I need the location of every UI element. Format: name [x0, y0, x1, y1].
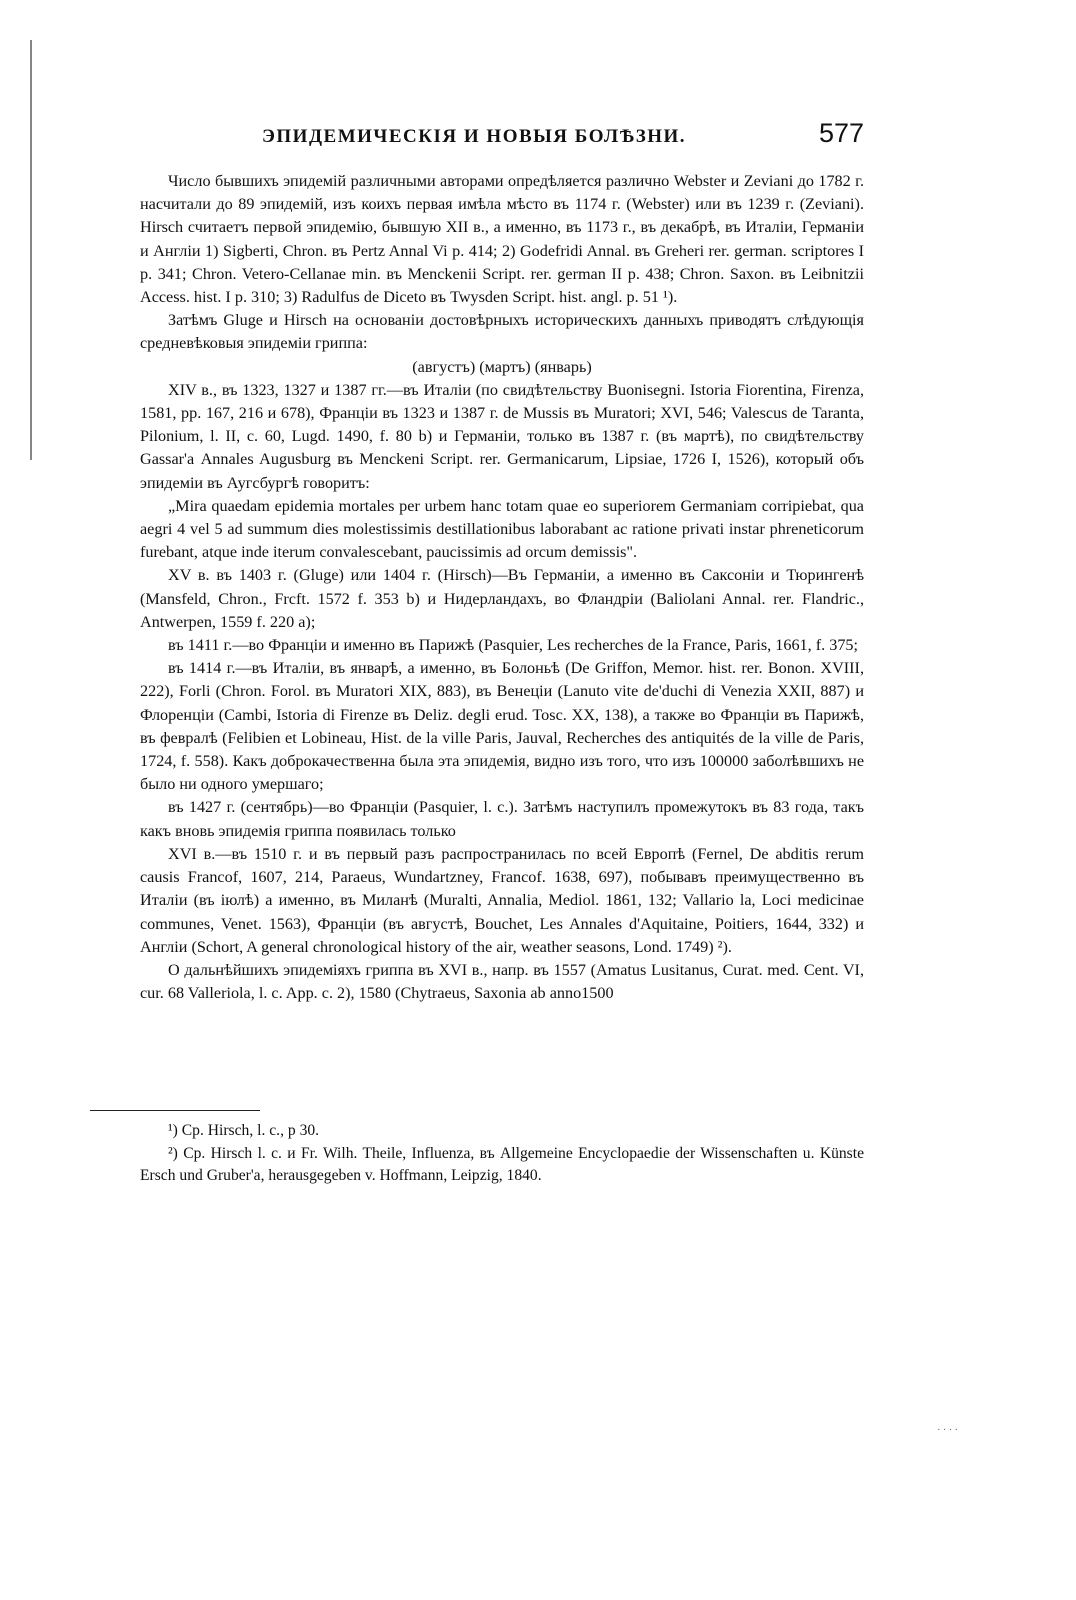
- paragraph-gluge-hirsch: Затѣмъ Gluge и Hirsch на основаніи достовѣрныхъ историческихъ данныхъ приводятъ слѣдующія средневѣковыя эпидеміи гриппа:: [140, 311, 864, 353]
- paragraph-1427: въ 1427 г. (сентябрь)—во Франціи (Pasquier, l. c.). Затѣмъ наступилъ промежутокъ въ 83 года, такъ какъ вновь эпидемія гриппа появилась только: [140, 798, 864, 840]
- footnote-1: ¹) Cp. Hirsch, l. c., p 30.: [168, 1122, 320, 1139]
- paragraph-1411: въ 1411 г.—во Франціи и именно въ Парижѣ (Pasquier, Les recherches de la France, Paris, 1661, f. 375;: [168, 636, 859, 655]
- footnote-divider: [90, 1110, 260, 1111]
- paragraph-later-epidemics: О дальнѣйшихъ эпидеміяхъ гриппа въ XVI в., напр. въ 1557 (Amatus Lusitanus, Curat. med. Cent. VI, cur. 68 Valleriola, l. c. App. c. 2), 1580 (Chytraeus, Saxonia ab anno1500: [140, 960, 864, 1003]
- running-title: ЭПИДЕМИЧЕСКІЯ И НОВЫЯ БОЛѢЗНИ.: [262, 126, 687, 147]
- paragraph-xv-century: XV в. въ 1403 г. (Gluge) или 1404 г. (Hirsch)—Въ Германіи, а именно въ Саксоніи и Тюрингенѣ (Mansfeld, Chron., Frcft. 1572 f. 353 b) и Нидерландахъ, во Фландріи (Baliolani Annal. rer. Flandric., Antwerpen, 1559 f. 220 a);: [140, 566, 864, 631]
- paragraph-xiv-century: XIV в., въ 1323, 1327 и 1387 гг.—въ Италіи (по свидѣтельству Buonisegni. Istoria Fiorentina, Firenza, 1581, pp. 167, 216 и 678), Франціи въ 1323 и 1387 г. de Mussis въ Muratori; XVI, 546; Valescus de Taranta, Pilonium, l. II, c. 60, Lugd. 1490, f. 80 b) и Германіи, только въ 1387 г. (въ мартѣ), по свидѣтельству Gassar'а Annales Augusburg въ Menckeni Script. rer. Germanicarum, Lipsiae, 1726 I, 1526), который объ эпидеміи въ Аугсбургѣ говоритъ:: [140, 380, 864, 492]
- paragraph-1414: въ 1414 г.—въ Италіи, въ январѣ, а именно, въ Болоньѣ (De Griffon, Memor. hist. rer. Bonon. XVIII, 222), Forli (Chron. Forol. въ Muratori XIX, 883), въ Венеціи (Lanuto vite de'duchi di Venezia XXII, 887) и Флоренціи (Cambi, Istoria di Firenze въ Deliz. degli erud. Tosc. XX, 138), а также во Франціи въ Парижѣ, въ февралѣ (Felibien et Lobineau, Hist. de la ville Paris, Jauval, Recherches des antiquités de la ville de Paris, 1724, f. 558). Какъ доброкачественна была эта эпидемія, видно изъ того, что изъ 100000 заболѣвшихъ не было ни одного умершаго;: [140, 659, 864, 794]
- paragraph-epidemic-count: Число бывшихъ эпидемій различными авторами опредѣляется различно Webster и Zeviani до 1782 г. насчитали до 89 эпидемій, изъ коихъ первая имѣла мѣсто въ 1174 г. (Webster) или въ 1239 г. (Zeviani). Hirsch считаетъ первой эпидемію, бывшую XII в., а именно, въ 1173 г., въ декабрѣ, въ Италіи, Германіи и Англіи 1) Sigberti, Chron. въ Pertz Annal Vi p. 414; 2) Godefridi Annal. въ Greheri rer. german. scriptores I p. 341; Chron. Vetero-Cellanae min. въ Menckenii Script. rer. german II p. 438; Chron. Saxon. въ Leibnitzii Access. hist. I p. 310; 3) Radulfus de Diceto въ Twysden Script. hist. angl. p. 51 ¹).: [140, 172, 864, 307]
- paragraph-xvi-century: XVI в.—въ 1510 г. и въ первый разъ распространилась по всей Европѣ (Fernel, De abditis rerum causis Francof, 1607, 214, Paraeus, Wundartzney, Francof. 1638, 697), побывавъ преимущественно въ Италіи (въ іюлѣ) а именно, въ Миланѣ (Muralti, Annalia, Mediol. 1861, 132; Vallario la, Loci medicinae communes, Venet. 1563), Франціи (въ августѣ, Bouchet, Les Annales d'Aquitaine, Poitiers, 1644, 332) и Англіи (Schort, A general chronological history of the air, weather seasons, Lond. 1749) ²).: [140, 844, 864, 956]
- scan-margin-mark: [30, 40, 35, 460]
- scan-specks: · · · ·: [937, 1425, 958, 1436]
- page-header: [232, 118, 864, 154]
- footnotes: [140, 1120, 864, 1188]
- footnote-2: ²) Cp. Hirsch l. c. и Fr. Wilh. Theile, Influenza, въ Allgemeine Encyclopaedie der Wissenschaften u. Künste Ersch und Gruber'a, herausgegeben v. Hoffmann, Leipzig, 1840.: [140, 1144, 864, 1185]
- paragraph-latin-quote: „Mira quaedam epidemia mortales per urbem hanc totam quae eo superiorem Germaniam corripiebat, qua aegri 4 vel 5 ad summum dies molestissimis destillationibus laborabant ac ratione privati instar phreneticorum furebant, atque inde iterum convalescebant, paucissimis ad orcum demissis".: [140, 496, 864, 562]
- page-number: 577: [818, 118, 864, 148]
- main-text: [140, 170, 864, 1005]
- paragraph-months: (августъ) (мартъ) (январь): [412, 357, 592, 376]
